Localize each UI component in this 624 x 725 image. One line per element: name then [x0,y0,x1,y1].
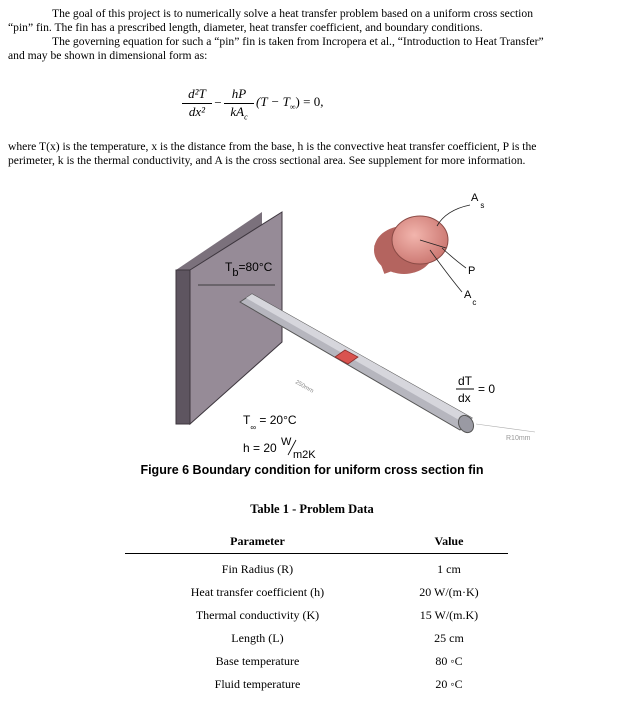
table-row [125,650,508,673]
h-label: h = 20 [243,441,277,455]
header-value: Value [390,532,508,554]
row-value: 80 ◦C [435,654,463,668]
eq-num-1: d²T [188,86,206,101]
ac-sub: c [472,298,477,307]
table-row [125,604,508,627]
dtdx-num: dT [458,374,473,388]
eq-den-2-text: kA [230,104,245,119]
h-unit-den: m2K [293,449,316,461]
row-value: 25 cm [434,631,464,645]
tinf-value: = 20°C [256,413,297,427]
row-parameter: Thermal conductivity (K) [195,608,320,622]
row-value: 1 cm [437,562,461,576]
eq-den-2-sub: c [244,112,248,122]
eq-den-1: dx² [188,104,206,119]
as-sub: s [480,201,485,210]
tb-value: =80°C [238,260,273,274]
row-parameter: Length (L) [231,631,284,645]
row-parameter: Heat transfer coefficient (h) [190,585,325,599]
row-parameter: Fluid temperature [214,677,301,691]
table-row [125,554,508,582]
row-value: 15 W/(m.K) [419,608,479,622]
row-parameter: Base temperature [215,654,300,668]
tinf-sub: ∞ [250,423,257,432]
dtdx-eq: = 0 [478,382,496,396]
rod-highlight [246,294,472,424]
as-leader [437,205,470,226]
cross-section-disk [374,205,470,292]
p-label: P [468,265,476,277]
row-value: 20 W/(m·K) [419,585,479,599]
table-row [125,581,508,604]
tb-symbol: T [225,260,233,274]
radius-label: R10mm [506,435,531,442]
tb-sub: b [232,267,239,279]
table-title: Table 1 - Problem Data [250,502,374,516]
radius-leader [476,424,535,432]
tinf-label [243,413,297,432]
figure-caption: Figure 6 Boundary condition for uniform cross section fin [140,463,484,477]
as-symbol: A [471,192,479,204]
intro-line-1: The goal of this project is to numerically solve a heat transfer problem based on a uniform cross section [52,7,533,20]
ac-leader [430,250,462,292]
header-parameter: Parameter [125,532,390,554]
intro-line-3: The governing equation for such a “pin” fin is taken from Incropera et al., “Introduction to Heat Transfer” [52,35,544,48]
where-line-2: perimeter, k is the thermal conductivity, and A is the cross sectional area. See supplement for more information. [8,154,526,167]
tinf-symbol: T [243,413,251,427]
dtdx-den: dx [458,391,471,405]
eq-minus: − [214,95,222,110]
p-leader [442,248,466,268]
intro-line-2: “pin” fin. The fin has a prescribed length, diameter, heat transfer coefficient, and boundary conditions. [8,21,483,34]
problem-data-table [125,532,508,696]
h-unit-num: W [281,436,292,448]
row-parameter: Fin Radius (R) [221,562,294,576]
as-label [471,192,484,210]
eq-rest-sub: ∞ [289,102,296,112]
length-label: 250mm [294,379,315,395]
row-value: 20 ◦C [435,677,463,691]
wall-edge [176,270,190,424]
base-wall [176,212,282,424]
table-header-row [125,532,508,554]
table-row [125,673,508,696]
eq-rest-text: (T − T [256,94,290,109]
eq-num-2: hP [231,86,247,101]
ac-symbol: A [464,289,472,301]
ac-label [464,289,476,307]
where-line-1: where T(x) is the temperature, x is the distance from the base, h is the convective heat transfer coefficient, P is the [8,140,537,153]
intro-line-4: and may be shown in dimensional form as: [8,49,208,62]
table-row [125,627,508,650]
eq-tail: ) = 0, [295,94,324,109]
